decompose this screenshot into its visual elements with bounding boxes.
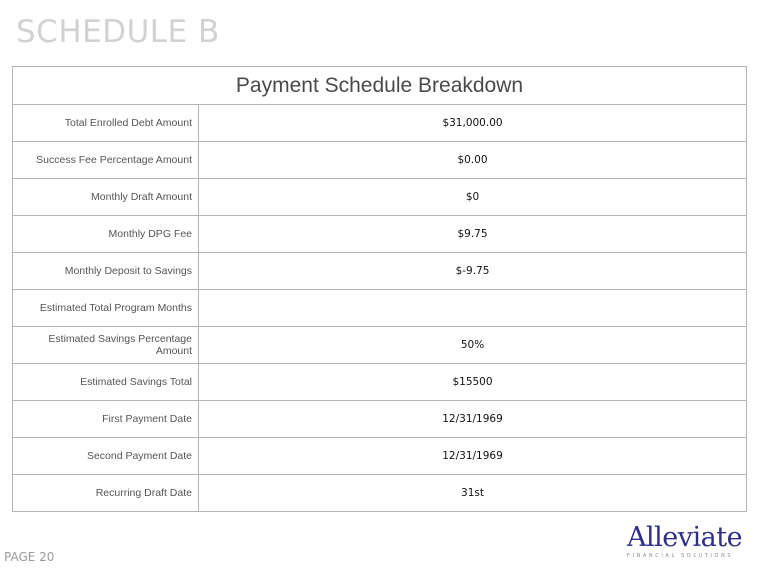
table-row [13,475,747,512]
table-row [13,290,747,327]
table-row [13,179,747,216]
alleviate-logo [627,524,743,564]
payment-schedule-table [12,66,747,512]
row-value: 12/31/1969 [199,438,747,475]
table-row [13,142,747,179]
row-label: Monthly DPG Fee [13,216,199,253]
page-number: PAGE 20 [4,550,55,564]
row-label: Total Enrolled Debt Amount [13,105,199,142]
row-value: $31,000.00 [199,105,747,142]
table-header-row [13,67,747,105]
logo-tagline: FINANCIAL SOLUTIONS [627,553,734,559]
logo-wordmark: Alleviate [627,522,743,553]
row-label: Estimated Savings Percentage Amount [13,327,199,364]
row-value: $0.00 [199,142,747,179]
row-value: 31st [199,475,747,512]
table-row [13,438,747,475]
row-label: First Payment Date [13,401,199,438]
table-row [13,105,747,142]
page-title: SCHEDULE B [16,14,220,50]
row-value [199,290,747,327]
table-row [13,253,747,290]
table-row [13,327,747,364]
row-label: Monthly Deposit to Savings [13,253,199,290]
row-value: $-9.75 [199,253,747,290]
row-label: Monthly Draft Amount [13,179,199,216]
row-value: $0 [199,179,747,216]
row-label: Success Fee Percentage Amount [13,142,199,179]
row-label: Second Payment Date [13,438,199,475]
row-label: Estimated Savings Total [13,364,199,401]
table-row [13,216,747,253]
row-value: $9.75 [199,216,747,253]
row-label: Recurring Draft Date [13,475,199,512]
row-value: 50% [199,327,747,364]
table-row [13,401,747,438]
row-value: $15500 [199,364,747,401]
row-value: 12/31/1969 [199,401,747,438]
table-heading: Payment Schedule Breakdown [13,67,747,105]
row-label: Estimated Total Program Months [13,290,199,327]
table-row [13,364,747,401]
